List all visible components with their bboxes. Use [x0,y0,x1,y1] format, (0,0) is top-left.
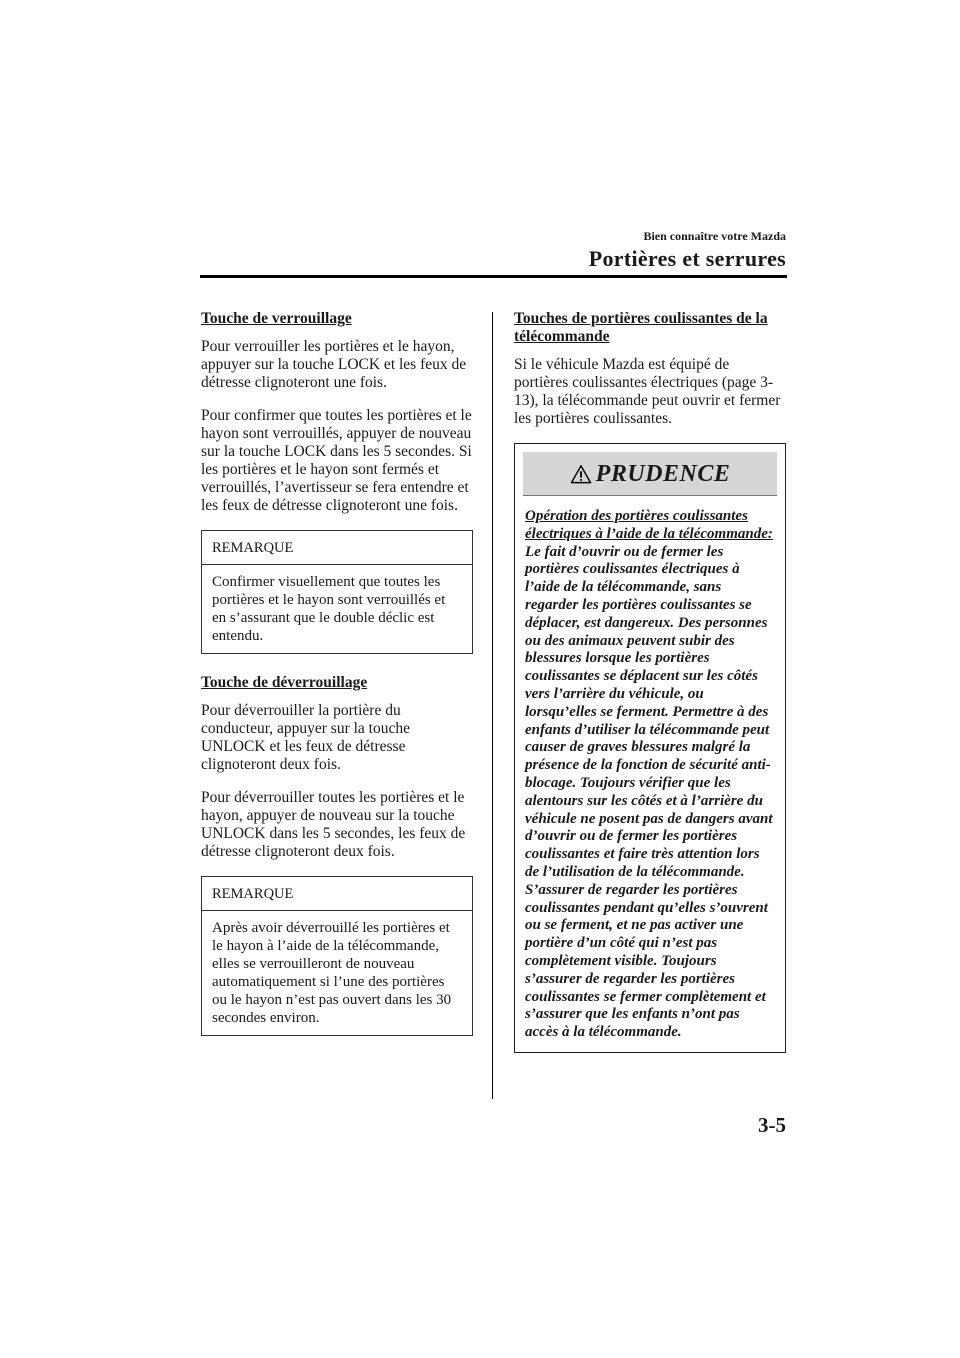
caution-text: Le fait d’ouvrir ou de fermer les portières coulissantes électriques à l’aide de la télécommande, sans regarder les portières coulissantes se déplacer, est dangereux. Des personnes ou des animaux peuvent subir des blessures lorsque les portières coulissantes se déplacent sur les côtés vers l’arrière du véhicule, ou lorsqu’elles se ferment. Permettre à des enfants d’utiliser la télécommande peut causer de graves blessures malgré la présence de la fonction de sécurité anti-blocage. Toujours vérifier que les alentours sur les côtés et à l’arrière du véhicule ne posent pas de dangers avant d’ouvrir ou de fermer les portières coulissantes et faire très attention lors de l’utilisation de la télécommande. S’assurer de regarder les portières coulissantes pendant qu’elles s’ouvrent ou se ferment, et ne pas activer une portière d’un côté qui n’est pas complètement visible. Toujours s’assurer de regarder les portières coulissantes se fermer complètement et s’assurer que les enfants n’ont pas accès à la télécommande. [525,543,773,1041]
caution-subtitle: Opération des portières coulissantes électriques à l’aide de la télécommande: [525,508,773,542]
chapter-label: Bien connaître votre Mazda [643,229,786,243]
unlock-paragraph-1: Pour déverrouiller la portière du conducteur, appuyer sur la touche UNLOCK et les feux de détresse clignoteront deux fois. [201,702,410,773]
note-body: Confirmer visuellement que toutes les portières et le hayon sont verrouillés et en s’assurant que le double déclic est entendu. [212,574,446,644]
sliding-door-heading: Touches de portières coulissantes de la télécommande [514,310,768,345]
caution-box [514,443,786,1053]
left-column [201,310,473,1056]
unlock-paragraph-2: Pour déverrouiller toutes les portières et le hayon, appuyer de nouveau sur la touche UNLOCK dans les 5 secondes, les feux de détresse clignoteront deux fois. [201,789,466,860]
warning-triangle-icon [570,464,592,484]
unlock-button-heading: Touche de déverrouillage [201,674,368,691]
header-rule [200,275,787,278]
caution-body [515,508,785,1052]
note-title: REMARQUE [202,877,472,911]
caution-title: PRUDENCE [595,460,731,487]
right-column [514,310,786,1053]
sliding-door-paragraph: Si le véhicule Mazda est équipé de portières coulissantes électriques (page 3-13), la télécommande peut ouvrir et fermer les portières coulissantes. [514,356,781,427]
section-title: Portières et serrures [588,246,786,271]
page-number: 3-5 [758,1113,786,1137]
note-box-lock [201,530,473,654]
lock-button-heading: Touche de verrouillage [201,310,352,327]
lock-paragraph-2: Pour confirmer que toutes les portières et le hayon sont verrouillés, appuyer de nouveau sur la touche LOCK dans les 5 secondes. Si les portières et le hayon sont fermés et verrouillés, l’avertisseur se fera entendre et les feux de détresse clignoteront une fois. [201,407,472,514]
note-body: Après avoir déverrouillé les portières et le hayon à l’aide de la télécommande, elles se verrouilleront de nouveau automatiquement si l’une des portières ou le hayon n’est pas ouvert dans les 30 secondes environ. [212,920,452,1026]
column-divider [492,312,493,1099]
note-box-unlock [201,876,473,1036]
lock-paragraph-1: Pour verrouiller les portières et le hayon, appuyer sur la touche LOCK et les feux de détresse clignoteront une fois. [201,338,467,391]
caution-header [523,452,777,496]
note-title: REMARQUE [202,531,472,565]
